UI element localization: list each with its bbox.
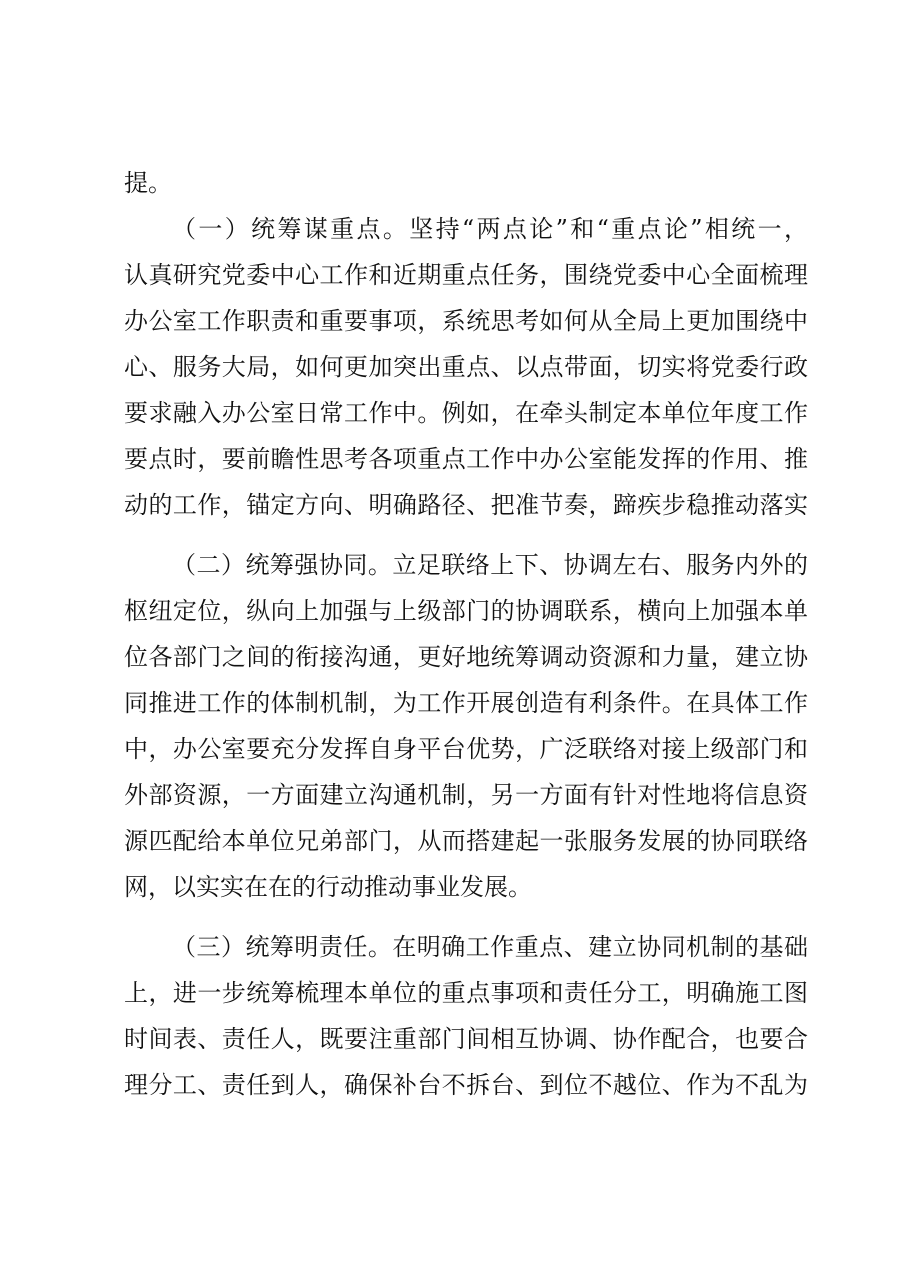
text-line: 时间表、责任人，既要注重部门间相互协调、协作配合，也要合	[124, 1025, 808, 1053]
text-line: 要求融入办公室日常工作中。例如，在牵头制定本单位年度工作	[124, 399, 808, 427]
text-line: 同推进工作的体制机制，为工作开展创造有利条件。在具体工作	[124, 689, 808, 717]
text-line: 理分工、责任到人，确保补台不拆台、到位不越位、作为不乱为	[124, 1071, 808, 1099]
paragraph-heading-line: （一）统筹谋重点。坚持“两点论”和“重点论”相统一，	[172, 215, 808, 243]
text-line: 中，办公室要充分发挥自身平台优势，广泛联络对接上级部门和	[124, 735, 808, 763]
text-line: 源匹配给本单位兄弟部门，从而搭建起一张服务发展的协同联络	[124, 827, 808, 855]
text-line: 提。	[124, 169, 172, 197]
paragraph-heading-line: （三）统筹明责任。在明确工作重点、建立协同机制的基础	[172, 933, 808, 961]
text-line: 上，进一步统筹梳理本单位的重点事项和责任分工，明确施工图	[124, 979, 808, 1007]
text-line: 外部资源，一方面建立沟通机制，另一方面有针对性地将信息资	[124, 781, 808, 809]
text-line: 办公室工作职责和重要事项，系统思考如何从全局上更加围绕中	[124, 307, 808, 335]
text-line: 要点时，要前瞻性思考各项重点工作中办公室能发挥的作用、推	[124, 445, 808, 473]
paragraph-heading-line: （二）统筹强协同。立足联络上下、协调左右、服务内外的	[172, 551, 808, 579]
text-line: 心、服务大局，如何更加突出重点、以点带面，切实将党委行政	[124, 353, 808, 381]
text-line: 认真研究党委中心工作和近期重点任务，围绕党委中心全面梳理	[124, 261, 808, 289]
text-line: 位各部门之间的衔接沟通，更好地统筹调动资源和力量，建立协	[124, 643, 808, 671]
text-line: 枢纽定位，纵向上加强与上级部门的协调联系，横向上加强本单	[124, 597, 808, 625]
text-line: 动的工作，锚定方向、明确路径、把准节奏，蹄疾步稳推动落实	[124, 491, 808, 519]
text-line: 网，以实实在在的行动推动事业发展。	[124, 873, 532, 901]
